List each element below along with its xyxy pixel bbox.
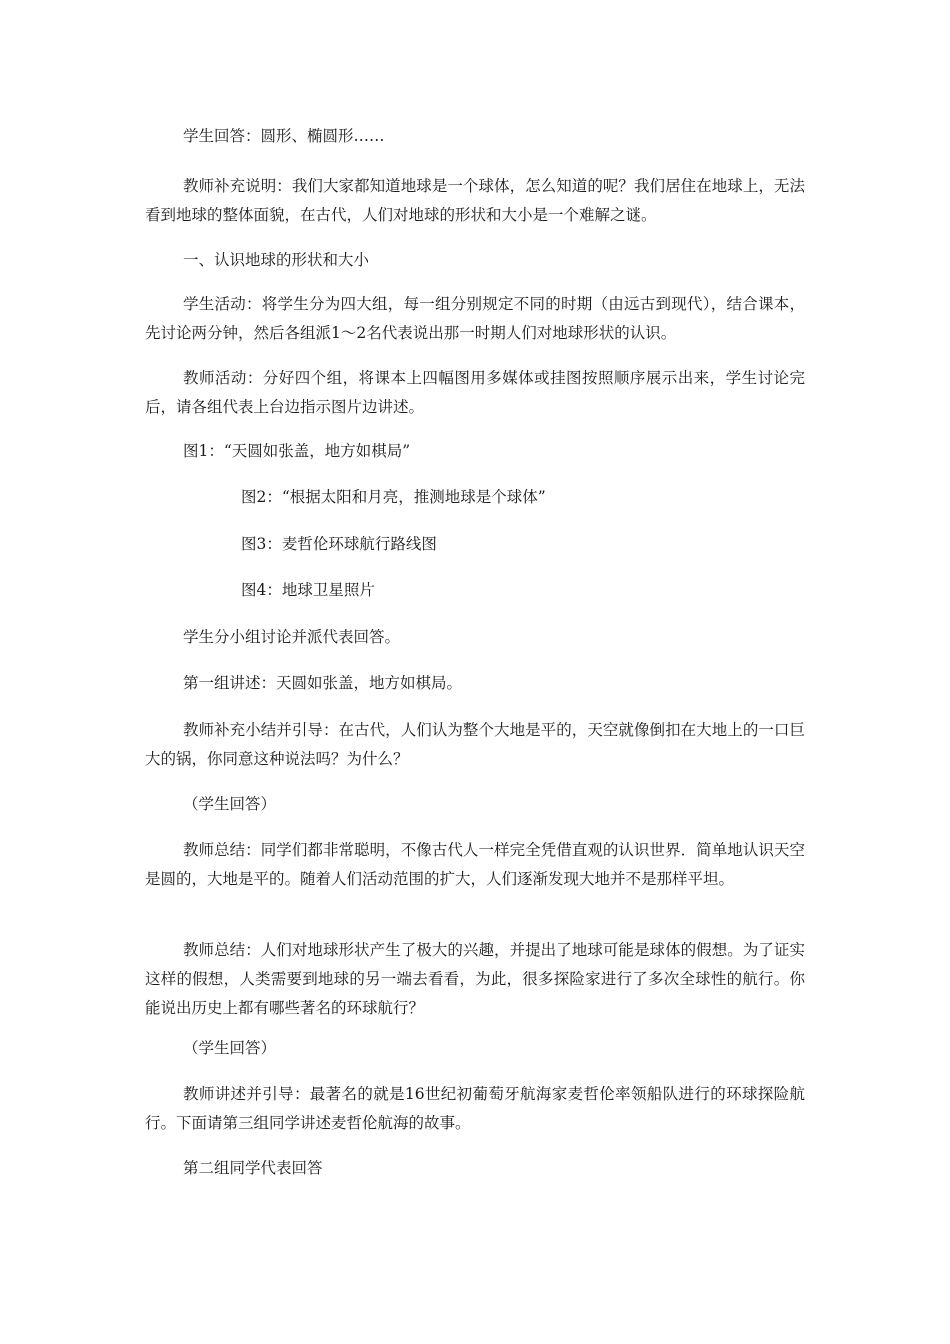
figure-caption-4: 图4：地球卫星照片	[241, 581, 375, 599]
paragraph-teacher-activity: 教师活动：分好四个组，将课本上四幅图用多媒体或挂图按照顺序展示出来，学生讨论完后，请各组代表上台边指示图片边讲述。	[145, 369, 805, 416]
section-heading: 一、认识地球的形状和大小	[183, 251, 370, 269]
paragraph-teacher-conclusion-2: 教师总结：人们对地球形状产生了极大的兴趣，并提出了地球可能是球体的假想。为了证实这样的假想，人类需要到地球的另一端去看看，为此，很多探险家进行了多次全球性的航行。你能说出历史上都有哪些著名的环球航行？	[145, 941, 805, 1017]
figure-caption-2: 图2：“根据太阳和月亮，推测地球是个球体”	[241, 488, 546, 506]
paragraph-group-discussion: 学生分小组讨论并派代表回答。	[183, 628, 401, 646]
paragraph-student-answer-2: （学生回答）	[183, 1039, 277, 1057]
paragraph-teacher-summary-guide: 教师补充小结并引导：在古代，人们认为整个大地是平的，天空就像倒扣在大地上的一口巨大的锅，你同意这种说法吗？为什么？	[145, 721, 805, 768]
figure-caption-3: 图3：麦哲伦环球航行路线图	[241, 535, 437, 553]
paragraph-student-answer-1: （学生回答）	[183, 795, 277, 813]
paragraph-student-answer-shapes: 学生回答：圆形、椭圆形……	[183, 127, 385, 145]
paragraph-teacher-supplement: 教师补充说明：我们大家都知道地球是一个球体，怎么知道的呢？我们居住在地球上，无法看到地球的整体面貌，在古代，人们对地球的形状和大小是一个难解之谜。	[145, 177, 805, 224]
paragraph-student-activity: 学生活动：将学生分为四大组，每一组分别规定不同的时期（由远古到现代），结合课本，先讨论两分钟，然后各组派1～2名代表说出那一时期人们对地球形状的认识。	[145, 295, 805, 342]
paragraph-teacher-narration: 教师讲述并引导：最著名的就是16世纪初葡萄牙航海家麦哲伦率领船队进行的环球探险航行。下面请第三组同学讲述麦哲伦航海的故事。	[145, 1085, 805, 1132]
paragraph-group-one: 第一组讲述：天圆如张盖，地方如棋局。	[183, 674, 463, 692]
paragraph-group-two: 第二组同学代表回答	[183, 1159, 323, 1177]
figure-caption-1: 图1：“天圆如张盖，地方如棋局”	[183, 442, 411, 460]
paragraph-teacher-conclusion-1: 教师总结：同学们都非常聪明，不像古代人一样完全凭借直观的认识世界．简单地认识天空是圆的，大地是平的。随着人们活动范围的扩大，人们逐渐发现大地并不是那样平坦。	[145, 841, 805, 888]
